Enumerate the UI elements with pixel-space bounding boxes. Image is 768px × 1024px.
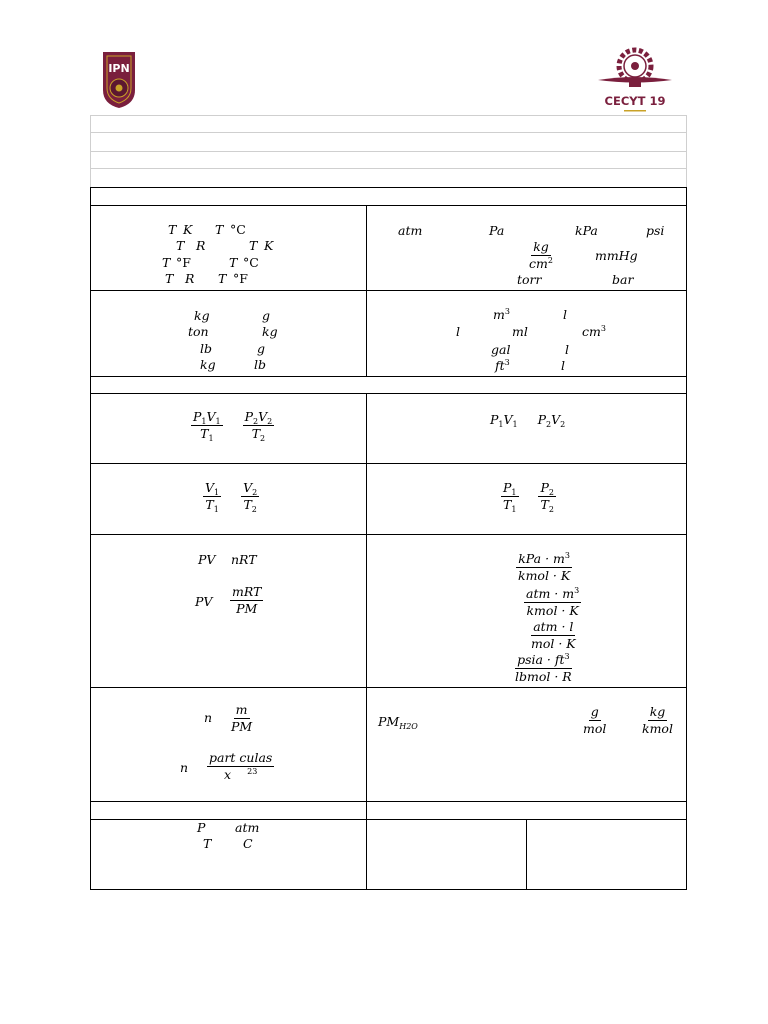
- cecyt-logo: [596, 44, 674, 116]
- gay-lussac-law: $\frac{P_1}{T_1}$ $\frac{P_2}{T_2}$: [503, 480, 554, 515]
- charles-law: $\frac{V_1}{T_1}$ $\frac{V_2}{T_2}$: [205, 480, 258, 515]
- boyle-law: $P_1V_1$ $P_2V_2$: [490, 412, 566, 429]
- ipn-logo: [99, 50, 139, 110]
- combined-gas-law: $\frac{P_1V_1}{T_1}$ $\frac{P_2V_2}{T_2}$: [193, 409, 273, 444]
- svg-text:IPN: IPN: [108, 62, 130, 75]
- svg-text:CECYT 19: CECYT 19: [604, 94, 666, 108]
